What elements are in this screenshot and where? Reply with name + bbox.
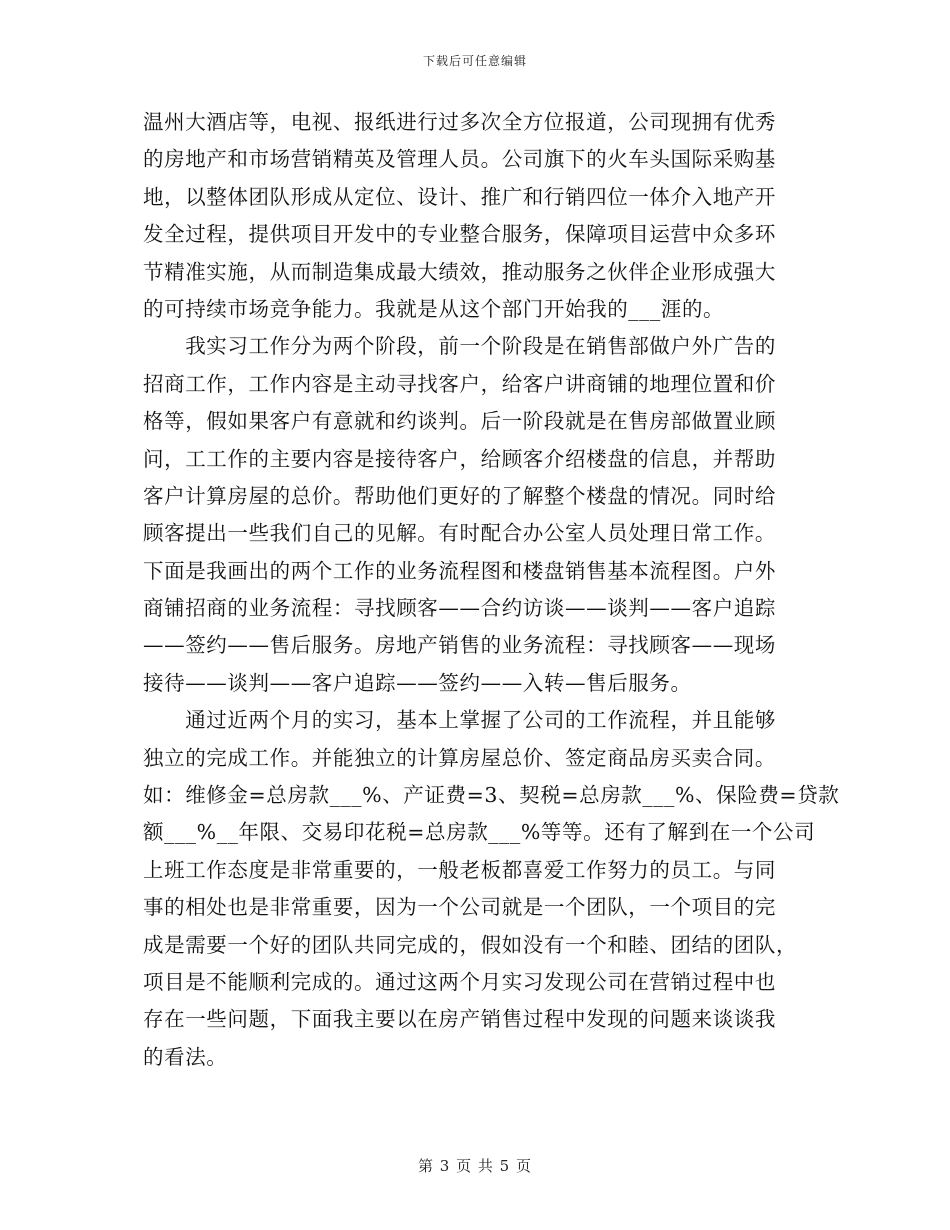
text-line: 问，工工作的主要内容是接待客户，给顾客介绍楼盘的信息，并帮助 xyxy=(143,446,776,471)
text-line: 的可持续市场竞争能力。我就是从这个部门开始我的___涯的。 xyxy=(143,296,725,321)
page-number: 第 3 页 共 5 页 xyxy=(418,1157,532,1175)
text-line: 事的相处也是非常重要，因为一个公司就是一个团队，一个项目的完 xyxy=(143,895,776,920)
text-line: 通过近两个月的实习，基本上掌握了公司的工作流程，并且能够 xyxy=(143,708,776,733)
text-line: ——签约——售后服务。房地产销售的业务流程：寻找顾客——现场 xyxy=(143,633,776,658)
text-line: 商铺招商的业务流程：寻找顾客——合约访谈——谈判——客户追踪 xyxy=(143,596,776,621)
text-line: 项目是不能顺利完成的。通过这两个月实习发现公司在营销过程中也 xyxy=(143,969,776,994)
body-text xyxy=(143,104,840,1076)
text-line: 顾客提出一些我们自己的见解。有时配合办公室人员处理日常工作。 xyxy=(143,521,776,546)
text-line: 存在一些问题，下面我主要以在房产销售过程中发现的问题来谈谈我 xyxy=(143,1007,776,1032)
text-line: 格等，假如果客户有意就和约谈判。后一阶段就是在售房部做置业顾 xyxy=(143,409,776,434)
text-line: 成是需要一个好的团队共同完成的，假如没有一个和睦、团结的团队， xyxy=(143,932,798,957)
text-line: 节精准实施，从而制造集成最大绩效，推动服务之伙伴企业形成强大 xyxy=(143,259,776,284)
text-line: 温州大酒店等，电视、报纸进行过多次全方位报道，公司现拥有优秀 xyxy=(143,110,776,134)
text-line: 的看法。 xyxy=(143,1044,228,1069)
text-line: 接待——谈判——客户追踪——签约——入转—售后服务。 xyxy=(143,670,692,695)
text-line: 发全过程，提供项目开发中的专业整合服务，保障项目运营中众多环 xyxy=(143,222,776,247)
text-line: 额___%__年限、交易印花税=总房款___%等等。还有了解到在一个公司 xyxy=(143,820,816,845)
text-line: 下面是我画出的两个工作的业务流程图和楼盘销售基本流程图。户外 xyxy=(143,558,776,583)
text-line: 地，以整体团队形成从定位、设计、推广和行销四位一体介入地产开 xyxy=(143,184,776,209)
text-line: 上班工作态度是非常重要的，一般老板都喜爱工作努力的员工。与同 xyxy=(143,857,776,882)
text-line: 的房地产和市场营销精英及管理人员。公司旗下的火车头国际采购基 xyxy=(143,147,776,172)
text-line: 我实习工作分为两个阶段，前一个阶段是在销售部做户外广告的 xyxy=(143,334,776,359)
page-header: 下载后可任意编辑 xyxy=(422,54,527,68)
text-line: 招商工作，工作内容是主动寻找客户，给客户讲商铺的地理位置和价 xyxy=(143,371,776,396)
text-line: 客户计算房屋的总价。帮助他们更好的了解整个楼盘的情况。同时给 xyxy=(143,483,776,508)
text-line: 独立的完成工作。并能独立的计算房屋总价、签定商品房买卖合同。 xyxy=(143,745,776,770)
text-line: 如：维修金=总房款___%、产证费=3、契税=总房款___%、保险费=贷款 xyxy=(143,783,840,808)
